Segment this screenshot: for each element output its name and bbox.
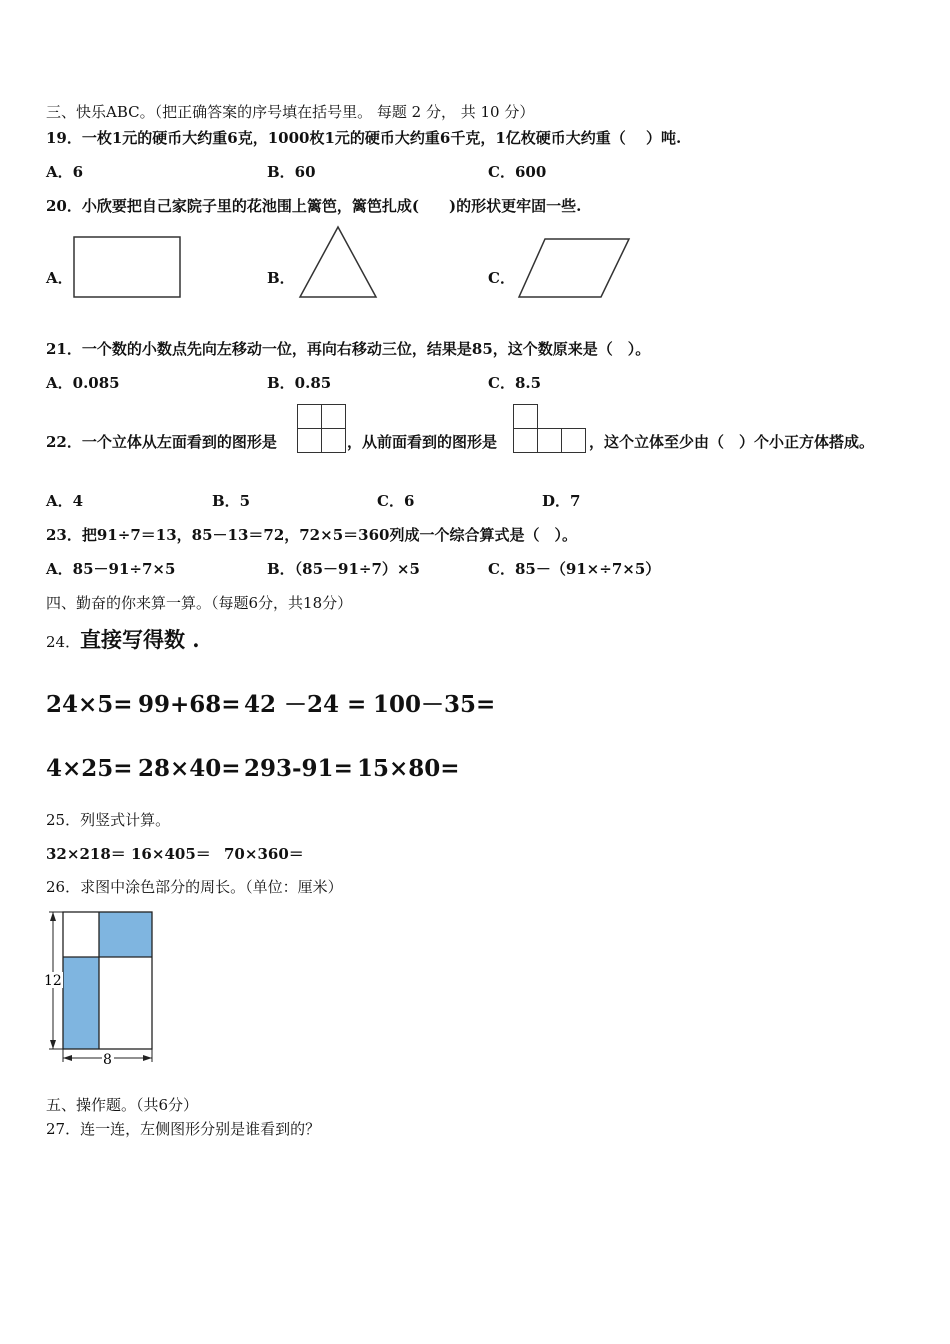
q20-option-a[interactable]: A． (46, 269, 73, 287)
section-4-heading: 四、勤奋的你来算一算。（每题6分，共18分） (46, 594, 353, 612)
question-25-text: 25．列竖式计算。 (46, 811, 171, 829)
left-view-grid-icon (297, 404, 347, 454)
q25-item-2: 16×405＝ (131, 845, 211, 863)
question-23-text: 23．把91÷7＝13，85－13＝72，72×5＝360列成一个综合算式是（ ）。 (46, 526, 577, 544)
q19-option-c[interactable]: C．600 (488, 163, 547, 181)
q24-expr-5: 4×25= (46, 755, 133, 782)
q24-expr-6: 28×40= (138, 755, 241, 782)
question-22-part1: 22．一个立体从左面看到的图形是 (46, 433, 277, 451)
q24-expr-3: 42 －24 = (244, 691, 367, 718)
q22-option-d[interactable]: D．7 (542, 492, 581, 510)
question-20-text: 20．小欣要把自己家院子里的花池围上篱笆，篱笆扎成( )的形状更牢固一些. (46, 197, 582, 215)
question-21-text: 21．一个数的小数点先向左移动一位，再向右移动三位，结果是85，这个数原来是（ ）。 (46, 340, 651, 358)
section-3-heading: 三、快乐ABC。（把正确答案的序号填在括号里。 每题 2 分， 共 10 分） (46, 103, 535, 121)
parallelogram-icon (517, 237, 633, 301)
q24-expr-7: 293-91= (244, 755, 353, 782)
q21-option-b[interactable]: B．0.85 (267, 374, 332, 392)
q23-option-a[interactable]: A．85－91÷7×5 (46, 560, 176, 578)
question-24-title: 直接写得数 . (80, 627, 200, 652)
question-27-text: 27．连一连，左侧图形分别是谁看到的？ (46, 1120, 321, 1138)
q21-option-c[interactable]: C．8.5 (488, 374, 542, 392)
question-24-number: 24． (46, 633, 81, 651)
q19-option-a[interactable]: A．6 (46, 163, 84, 181)
q22-option-b[interactable]: B．5 (212, 492, 251, 510)
question-22-part3: ，这个立体至少由（ ）个小正方体搭成。 (589, 433, 875, 451)
q23-option-b[interactable]: B．（85－91÷7）×5 (267, 560, 420, 578)
q25-item-3: 70×360＝ (224, 845, 304, 863)
triangle-icon (298, 225, 380, 301)
q23-option-c[interactable]: C．85－（91×÷7×5） (488, 560, 661, 578)
q21-option-a[interactable]: A．0.085 (46, 374, 120, 392)
shaded-region-left (63, 957, 99, 1049)
question-22-part2: ，从前面看到的图形是 (347, 433, 498, 451)
q22-option-c[interactable]: C．6 (377, 492, 415, 510)
q25-item-1: 32×218＝ (46, 845, 126, 863)
section-5-heading: 五、操作题。（共6分） (46, 1096, 199, 1114)
shaded-region-top (99, 912, 152, 957)
height-label: 12 (44, 973, 62, 989)
question-26-text: 26．求图中涂色部分的周长。（单位：厘米） (46, 878, 343, 896)
q20-option-b[interactable]: B． (267, 269, 295, 287)
q24-expr-4: 100－35= (373, 691, 496, 718)
width-label: 8 (103, 1052, 112, 1068)
q20-option-c[interactable]: C． (488, 269, 515, 287)
front-view-grid-icon (513, 404, 589, 454)
q19-option-b[interactable]: B．60 (267, 163, 316, 181)
q24-expr-2: 99+68= (138, 691, 241, 718)
q22-option-a[interactable]: A．4 (46, 492, 84, 510)
q24-expr-1: 24×5= (46, 691, 133, 718)
q24-expr-8: 15×80= (357, 755, 460, 782)
question-19-text: 19．一枚1元的硬币大约重6克，1000枚1元的硬币大约重6千克，1亿枚硬币大约重（ ）吨. (46, 129, 682, 147)
shaded-figure-diagram (40, 906, 165, 1071)
rectangle-icon (72, 235, 184, 301)
